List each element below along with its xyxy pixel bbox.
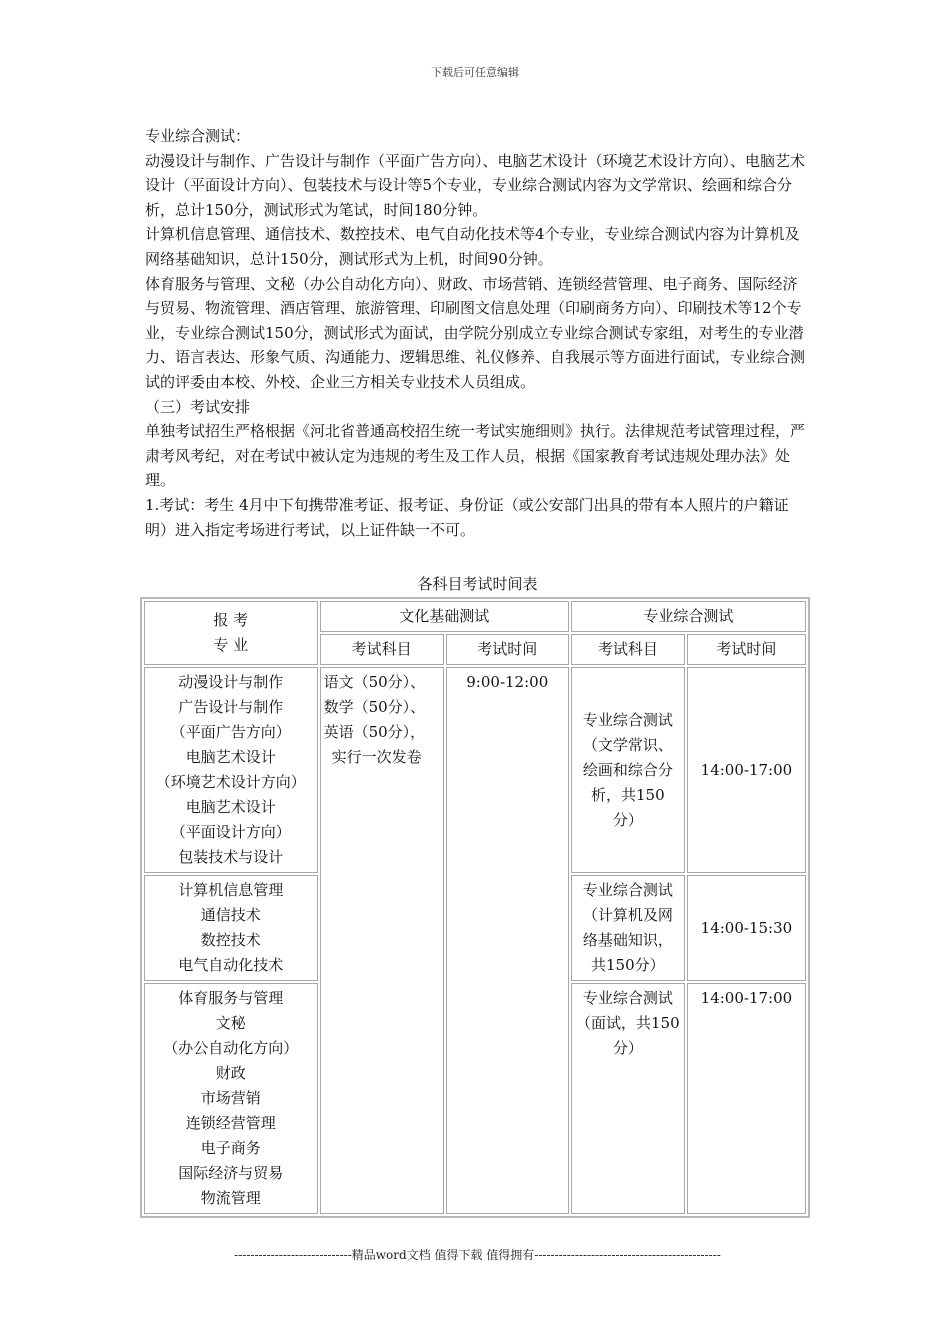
culture-subject-line: 数学（50分）、: [323, 698, 426, 716]
page-header: 下载后可任意编辑: [431, 66, 519, 79]
professional-subject-line: 分）: [612, 810, 643, 829]
professional-subject-line: 专业综合测试: [582, 989, 673, 1007]
professional-time-cell: 14:00-17:00: [687, 667, 806, 873]
culture-test-header: 文化基础测试: [320, 601, 569, 632]
major-name: 市场营销: [200, 1089, 261, 1107]
major-header-cell: [144, 601, 318, 665]
professional-test-header: 专业综合测试: [571, 601, 806, 632]
document-body: [145, 124, 810, 542]
major-name: 电脑艺术设计: [185, 798, 276, 816]
professional-subject-header: 考试科目: [571, 634, 685, 665]
professional-time-header: 考试时间: [687, 634, 806, 665]
culture-time-cell: 9:00-12:00: [446, 667, 569, 1214]
paragraph-interview-majors: 体育服务与管理、文秘（办公自动化方向）、财政、市场营销、连锁经营管理、电子商务、国际经济与贸易、物流管理、酒店管理、旅游管理、印刷图文信息处理（印刷商务方向）、印刷技术等12个专业，专业综合测试150分，测试形式为面试，由学院分别成立专业综合测试专家组，对考生的专业潜力、语言表达、形象气质、沟通能力、逻辑思维、礼仪修养、自我展示等方面进行面试，专业综合测试的评委由本校、外校、企业三方相关专业技术人员组成。: [145, 274, 806, 391]
professional-subject-line: （计算机及网: [582, 906, 673, 924]
table-title: 各科目考试时间表: [417, 575, 538, 593]
professional-time-cell: 14:00-15:30: [687, 875, 806, 981]
table-row: [144, 667, 806, 873]
professional-subject-line: 绘画和综合分: [582, 760, 673, 779]
professional-subject-line: 络基础知识，: [582, 931, 673, 949]
professional-subject-cell: [571, 983, 685, 1214]
majors-cell: [144, 875, 318, 981]
culture-subject-line: 语文（50分）、: [323, 673, 426, 691]
major-name: 包装技术与设计: [178, 848, 284, 866]
major-name: 物流管理: [200, 1189, 261, 1207]
culture-subject-line: 实行一次发卷: [331, 748, 422, 766]
majors-cell: [144, 983, 318, 1214]
professional-subject-line: （文学常识、: [582, 735, 673, 754]
major-name: 体育服务与管理: [178, 989, 284, 1007]
major-name: 财政: [215, 1064, 246, 1082]
major-name: （办公自动化方向）: [163, 1039, 299, 1057]
major-name: 计算机信息管理: [178, 881, 284, 899]
culture-subject-header: 考试科目: [320, 634, 444, 665]
professional-subject-line: 分）: [612, 1039, 643, 1057]
professional-subject-line: 共150分）: [591, 956, 665, 974]
major-name: 连锁经营管理: [185, 1114, 276, 1132]
major-name: 国际经济与贸易: [178, 1164, 284, 1182]
table-header-row-1: [144, 601, 806, 632]
major-name: 广告设计与制作: [178, 698, 284, 716]
major-header-line: 报 考: [213, 611, 249, 629]
major-name: （平面广告方向）: [170, 723, 291, 741]
major-name: 电子商务: [200, 1139, 261, 1157]
page-footer: -----------------------------精品word文档 值得下载 值得拥有----------------------------------------------: [234, 1248, 721, 1262]
paragraph-computer-majors: 计算机信息管理、通信技术、数控技术、电气自动化技术等4个专业，专业综合测试内容为计算机及网络基础知识，总计150分，测试形式为上机，时间90分钟。: [145, 225, 800, 268]
major-name: 动漫设计与制作: [178, 673, 284, 691]
paragraph-art-majors: 动漫设计与制作、广告设计与制作（平面广告方向）、电脑艺术设计（环境艺术设计方向）、电脑艺术设计（平面设计方向）、包装技术与设计等5个专业，专业综合测试内容为文学常识、绘画和综合分析，总计150分，测试形式为笔试，时间180分钟。: [145, 151, 806, 219]
majors-cell: [144, 667, 318, 873]
paragraph-exam-rules: 单独考试招生严格根据《河北省普通高校招生统一考试实施细则》执行。法律规范考试管理过程，严肃考风考纪，对在考试中被认定为违规的考生及工作人员，根据《国家教育考试违规处理办法》处理。: [145, 422, 806, 490]
paragraph-exam-documents: 1.考试：考生 4月中下旬携带准考证、报考证、身份证（或公安部门出具的带有本人照片的户籍证明）进入指定考场进行考试，以上证件缺一不可。: [145, 495, 789, 539]
culture-subject-cell: [320, 667, 444, 1214]
professional-time-cell: 14:00-17:00: [687, 983, 806, 1214]
culture-time-header: 考试时间: [446, 634, 569, 665]
professional-subject-line: 专业综合测试: [582, 710, 673, 729]
major-name: 电气自动化技术: [178, 956, 284, 974]
major-name: 通信技术: [200, 906, 261, 924]
professional-subject-line: 析，共150: [591, 785, 665, 804]
major-name: （平面设计方向）: [170, 823, 291, 841]
major-name: 数控技术: [200, 931, 261, 949]
major-name: 电脑艺术设计: [185, 748, 276, 766]
paragraph-heading-professional-test: 专业综合测试：: [145, 127, 251, 145]
culture-subject-line: 英语（50分），: [323, 723, 426, 741]
professional-subject-cell: [571, 667, 685, 873]
section-heading-exam-arrangement: （三）考试安排: [145, 397, 251, 416]
major-name: （环境艺术设计方向）: [155, 773, 306, 791]
professional-subject-line: （面试，共150: [576, 1014, 680, 1032]
major-header-line: 专 业: [213, 636, 249, 654]
major-name: 文秘: [215, 1014, 246, 1032]
exam-schedule-table: [140, 597, 810, 1218]
professional-subject-line: 专业综合测试: [582, 881, 673, 899]
professional-subject-cell: [571, 875, 685, 981]
